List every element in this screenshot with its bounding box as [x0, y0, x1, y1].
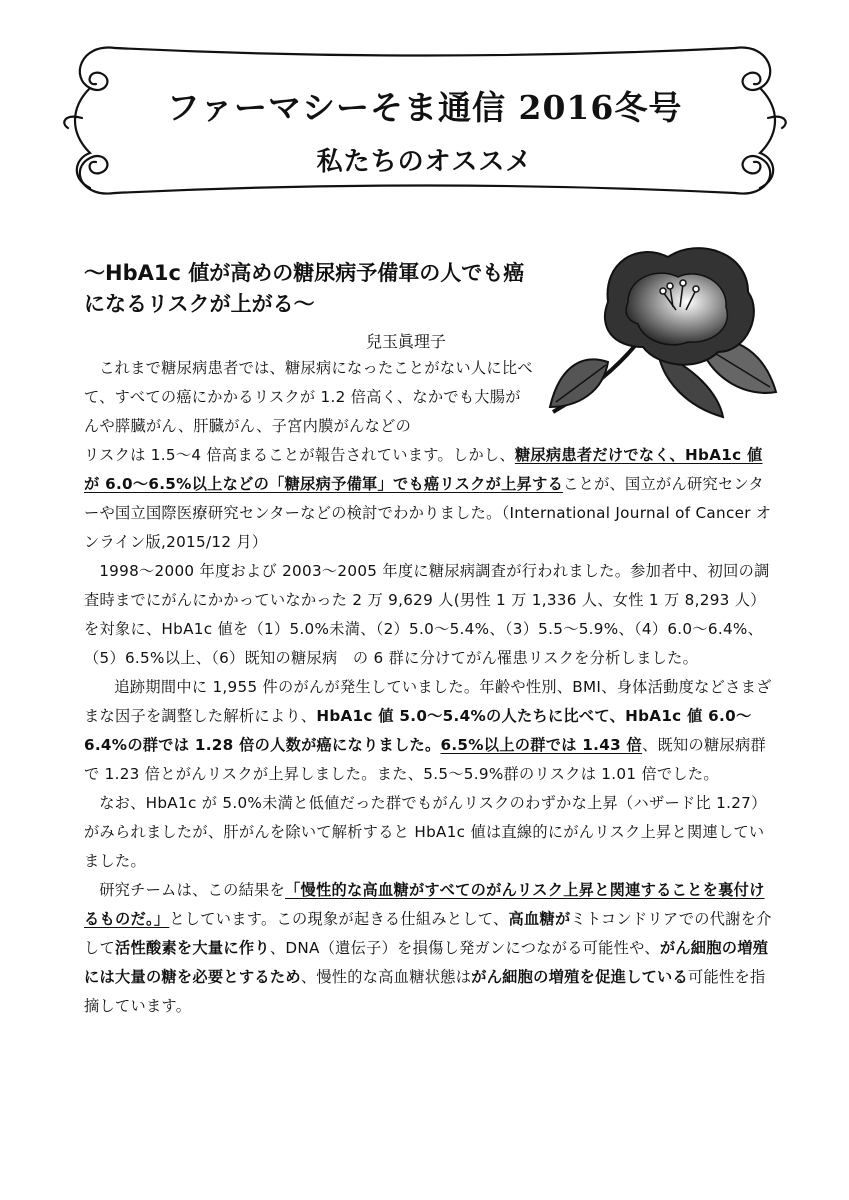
- emphasis-text: HbA1c 値 5.0～5.4%の人たちに比べて、HbA1c 値 6.0～6.4%の群では 1.28 倍の人数が癌になりました。: [84, 707, 752, 754]
- headline-line-2: になるリスクが上がる～: [84, 292, 315, 316]
- text: ことが、国立がん研究センターや国立国際医療研究センターなどの検討でわかりました。（International Journal of Cancer オンライン版,2015/12 月）: [84, 475, 772, 551]
- newsletter-title: ファーマシーそま通信 2016冬号: [166, 88, 683, 127]
- text: 可能性を指摘しています。: [84, 968, 766, 1015]
- emphasis-text: 6.5%以上の群では 1.43 倍: [440, 736, 643, 754]
- text: 追跡期間中に 1,955 件のがんが発生していました。年齢や性別、BMI、身体活動度などさまざまな因子を調整した解析により、: [84, 678, 772, 725]
- text: ミトコンドリアでの代謝を介して: [84, 910, 772, 957]
- paragraph-1: [84, 441, 774, 557]
- emphasis-text: がん細胞の増殖を促進している: [471, 968, 689, 986]
- emphasis-text: 活性酸素を大量に作り: [114, 939, 270, 957]
- text: としています。この現象が起きる仕組みとして、: [169, 910, 509, 928]
- newsletter-subtitle: 私たちのオススメ: [316, 147, 533, 177]
- text: 研究チームは、この結果を: [99, 881, 286, 899]
- emphasis-text: 高血糖が: [508, 910, 571, 928]
- paragraph-3: [84, 673, 774, 789]
- article-body: [84, 354, 774, 1021]
- emphasis-text: 糖尿病患者だけでなく、HbA1c 値が 6.0～6.5%以上などの「糖尿病予備軍」でも癌リスクが上昇する: [84, 446, 763, 493]
- text: 、慢性的な高血糖状態は: [300, 968, 472, 986]
- text: リスクは 1.5～4 倍高まることが報告されています。しかし、: [84, 446, 515, 464]
- paragraph-5: [84, 876, 774, 1021]
- paragraph-2: 1998～2000 年度および 2003～2005 年度に糖尿病調査が行われました。参加者中、初回の調査時までにがんにかかっていなかった 2 万 9,629 人(男性 1 万 1,336 人、女性 1 万 8,293 人）を対象に、HbA1c 値を（1）5.0%未満、（2）5.0～5.4%、（3）5.5～5.9%、（4）6.0～6.4%、（5）6.5%以上、（6）既知の糖尿病 の 6 群に分けてがん罹患リスクを分析しました。: [84, 562, 770, 667]
- text: 、既知の糖尿病群で 1.23 倍とがんリスクが上昇しました。また、5.5～5.9%群のリスクは 1.01 倍でした。: [84, 736, 766, 783]
- article-headline: [84, 258, 564, 320]
- headline-line-1: ～HbA1c 値が高めの糖尿病予備軍の人でも癌: [84, 261, 525, 285]
- paragraph-4: なお、HbA1c が 5.0%未満と低値だった群でもがんリスクのわずかな上昇（ハザード比 1.27）がみられましたが、肝がんを除いて解析すると HbA1c 値は直線的にがんリスク上昇と関連していました。: [84, 794, 767, 870]
- emphasis-text: がん細胞の増殖には大量の糖を必要とするため: [84, 939, 769, 986]
- emphasis-text: 「慢性的な高血糖がすべてのがんリスク上昇と関連することを裏付けるものだ。」: [84, 881, 765, 928]
- paragraph-1-intro: これまで糖尿病患者では、糖尿病になったことがない人に比べて、すべての癌にかかるリスクが 1.2 倍高く、なかでも大腸がんや膵臓がん、肝臓がん、子宮内膜がんなどの: [84, 359, 533, 435]
- text: 、DNA（遺伝子）を損傷し発ガンにつながる可能性や、: [269, 939, 660, 957]
- article-author: 兒玉眞理子: [366, 332, 447, 351]
